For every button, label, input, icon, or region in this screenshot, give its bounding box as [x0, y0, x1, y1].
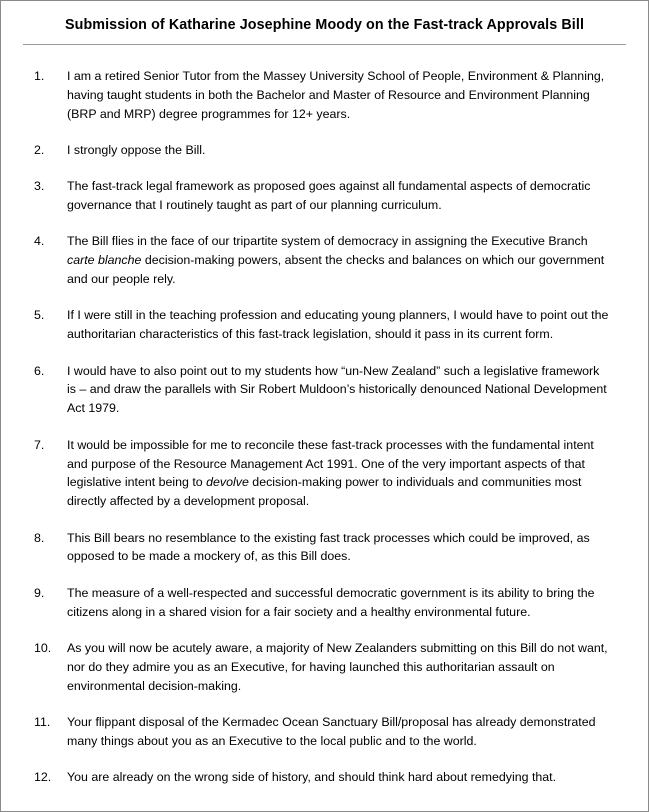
text-run: I strongly oppose the Bill. — [67, 142, 206, 157]
text-run: The measure of a well-respected and successful democratic government is its ability to bring the citizens along in a shared vision for a fair society and a healthy environmental future. — [67, 585, 595, 619]
point-number: 3. — [34, 179, 45, 194]
submission-point — [23, 584, 626, 622]
page-title: Submission of Katharine Josephine Moody on the Fast-track Approvals Bill — [64, 17, 585, 33]
text-run: I would have to also point out to my students how “un-New Zealand” such a legislative framework is – and draw the parallels with Sir Robert Muldoon’s historically denounced National Development Act 1979. — [67, 363, 607, 416]
point-text — [67, 529, 626, 567]
text-run: The fast-track legal framework as proposed goes against all fundamental aspects of democratic governance that I routinely taught as part of our planning curriculum. — [67, 179, 591, 213]
submission-point — [23, 232, 626, 289]
submission-point — [23, 529, 626, 567]
point-number: 1. — [34, 68, 45, 83]
text-run: decision-making powers, absent the checks and balances on which our government and our people rely. — [67, 253, 605, 287]
title-divider — [23, 44, 626, 45]
submission-point — [23, 768, 626, 787]
submission-point — [23, 362, 626, 419]
point-number: 11. — [34, 714, 51, 729]
point-number: 7. — [34, 437, 45, 452]
submission-point — [23, 436, 626, 511]
point-text — [67, 67, 626, 124]
submission-point — [23, 67, 626, 124]
point-number: 2. — [34, 142, 45, 157]
point-number: 10. — [34, 640, 52, 655]
emphasis-text: carte blanche — [67, 253, 142, 268]
point-text — [67, 232, 626, 289]
submission-point — [23, 306, 626, 344]
point-number: 4. — [34, 234, 45, 249]
text-run: If I were still in the teaching profession and educating young planners, I would have to point out the authoritarian characteristics of this fast-track legislation, should it pass in its current form. — [67, 308, 609, 342]
emphasis-text: devolve — [206, 475, 249, 490]
text-run: This Bill bears no resemblance to the existing fast track processes which could be improved, as opposed to be made a mockery of, as this Bill does. — [67, 530, 590, 564]
point-text — [67, 436, 626, 511]
point-number: 9. — [34, 585, 45, 600]
submission-point — [23, 713, 626, 751]
text-run: As you will now be acutely aware, a majority of New Zealanders submitting on this Bill do not want, nor do they admire you as an Executive, for having launched this authoritarian assault on environmental decision-making. — [67, 640, 608, 693]
text-run: The Bill flies in the face of our tripartite system of democracy in assigning the Executive Branch — [67, 234, 588, 249]
submission-point — [23, 177, 626, 215]
text-run: I am a retired Senior Tutor from the Massey University School of People, Environment & Planning, having taught students in both the Bachelor and Master of Resource and Environment Planning (BRP and MRP) degree programmes for 12+ years. — [67, 68, 605, 121]
submission-point — [23, 141, 626, 160]
text-run: Your flippant disposal of the Kermadec Ocean Sanctuary Bill/proposal has already demonstrated many things about you as an Executive to the local public and to the world. — [67, 714, 596, 748]
submission-points-list — [23, 67, 626, 787]
point-number: 12. — [34, 770, 52, 785]
point-text — [67, 362, 626, 419]
point-number: 5. — [34, 308, 45, 323]
point-number: 6. — [34, 363, 45, 378]
point-text — [67, 639, 626, 696]
point-text — [67, 306, 626, 344]
text-run: You are already on the wrong side of history, and should think hard about remedying that. — [67, 770, 557, 785]
point-text — [67, 141, 626, 160]
point-number: 8. — [34, 530, 45, 545]
text-run: It would be impossible for me to reconcile these fast-track processes with the fundamental intent and purpose of the Resource Management Act 1991. One of the very important aspects of that legislative intent being to — [67, 437, 594, 490]
point-text — [67, 713, 626, 751]
point-text — [67, 584, 626, 622]
point-text — [67, 177, 626, 215]
submission-point — [23, 639, 626, 696]
text-run: decision-making power to individuals and communities most directly affected by a development proposal. — [67, 475, 582, 509]
point-text — [67, 768, 626, 787]
